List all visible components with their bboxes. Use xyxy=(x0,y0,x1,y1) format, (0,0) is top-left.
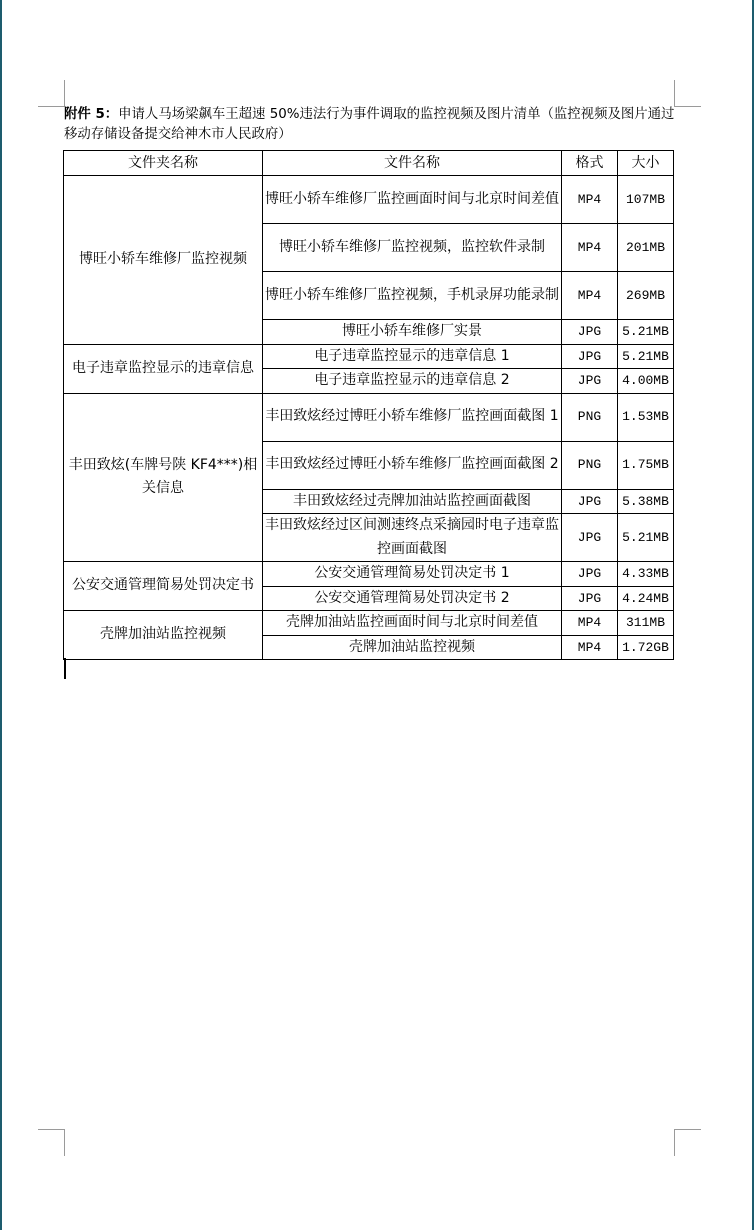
file-format-cell: MP4 xyxy=(562,611,618,636)
file-size-cell: 5.21MB xyxy=(618,320,674,345)
file-size-cell: 1.53MB xyxy=(618,393,674,441)
table-header-row xyxy=(64,151,674,176)
file-list-table xyxy=(63,150,674,660)
file-name-cell: 丰田致炫经过壳牌加油站监控画面截图 xyxy=(263,489,562,514)
file-name-cell: 公安交通管理简易处罚决定书 1 xyxy=(263,562,562,587)
file-size-cell: 5.38MB xyxy=(618,489,674,514)
file-format-cell: JPG xyxy=(562,586,618,611)
folder-cell: 壳牌加油站监控视频 xyxy=(64,611,263,660)
file-format-cell: PNG xyxy=(562,393,618,441)
file-name-cell: 壳牌加油站监控画面时间与北京时间差值 xyxy=(263,611,562,636)
file-size-cell: 4.00MB xyxy=(618,369,674,394)
table-row xyxy=(64,611,674,636)
file-size-cell: 107MB xyxy=(618,176,674,224)
file-size-cell: 1.72GB xyxy=(618,635,674,660)
file-name-cell: 博旺小轿车维修厂监控视频，监控软件录制 xyxy=(263,224,562,272)
window-left-edge xyxy=(0,0,2,1230)
file-format-cell: JPG xyxy=(562,320,618,345)
file-size-cell: 5.21MB xyxy=(618,344,674,369)
file-size-cell: 4.24MB xyxy=(618,586,674,611)
file-size-cell: 1.75MB xyxy=(618,441,674,489)
folder-cell: 博旺小轿车维修厂监控视频 xyxy=(64,176,263,345)
file-format-cell: JPG xyxy=(562,489,618,514)
crop-mark-bottom-right xyxy=(674,1129,701,1156)
file-format-cell: MP4 xyxy=(562,635,618,660)
table-row xyxy=(64,562,674,587)
file-format-cell: MP4 xyxy=(562,176,618,224)
file-size-cell: 269MB xyxy=(618,272,674,320)
header-format: 格式 xyxy=(562,151,618,176)
file-format-cell: MP4 xyxy=(562,224,618,272)
file-name-cell: 电子违章监控显示的违章信息 2 xyxy=(263,369,562,394)
file-name-cell: 丰田致炫经过博旺小轿车维修厂监控画面截图 1 xyxy=(263,393,562,441)
folder-cell: 电子违章监控显示的违章信息 xyxy=(64,344,263,393)
table-row xyxy=(64,393,674,441)
file-name-cell: 丰田致炫经过博旺小轿车维修厂监控画面截图 2 xyxy=(263,441,562,489)
crop-mark-top-right xyxy=(674,80,701,107)
file-name-cell: 丰田致炫经过区间测速终点采摘园时电子违章监控画面截图 xyxy=(263,514,562,562)
file-format-cell: JPG xyxy=(562,369,618,394)
header-filename: 文件名称 xyxy=(263,151,562,176)
table-row xyxy=(64,344,674,369)
file-size-cell: 311MB xyxy=(618,611,674,636)
file-size-cell: 5.21MB xyxy=(618,514,674,562)
table-row xyxy=(64,176,674,224)
file-name-cell: 博旺小轿车维修厂实景 xyxy=(263,320,562,345)
heading-label: 附件 5： xyxy=(64,107,119,122)
crop-mark-bottom-left xyxy=(38,1129,65,1156)
file-format-cell: JPG xyxy=(562,562,618,587)
file-name-cell: 电子违章监控显示的违章信息 1 xyxy=(263,344,562,369)
file-name-cell: 博旺小轿车维修厂监控视频，手机录屏功能录制 xyxy=(263,272,562,320)
document-heading xyxy=(64,105,676,145)
header-size: 大小 xyxy=(618,151,674,176)
file-format-cell: MP4 xyxy=(562,272,618,320)
folder-cell: 公安交通管理简易处罚决定书 xyxy=(64,562,263,611)
file-format-cell: JPG xyxy=(562,514,618,562)
heading-text: 申请人马场梁飙车王超速 50%违法行为事件调取的监控视频及图片清单（监控视频及图片通过移动存储设备提交给神木市人民政府） xyxy=(64,107,675,142)
text-cursor[interactable] xyxy=(64,658,66,679)
file-name-cell: 壳牌加油站监控视频 xyxy=(263,635,562,660)
crop-mark-top-left xyxy=(38,80,65,107)
folder-cell: 丰田致炫(车牌号陕 KF4***)相关信息 xyxy=(64,393,263,562)
file-name-cell: 公安交通管理简易处罚决定书 2 xyxy=(263,586,562,611)
file-format-cell: JPG xyxy=(562,344,618,369)
file-size-cell: 4.33MB xyxy=(618,562,674,587)
file-format-cell: PNG xyxy=(562,441,618,489)
file-size-cell: 201MB xyxy=(618,224,674,272)
file-name-cell: 博旺小轿车维修厂监控画面时间与北京时间差值 xyxy=(263,176,562,224)
header-folder: 文件夹名称 xyxy=(64,151,263,176)
